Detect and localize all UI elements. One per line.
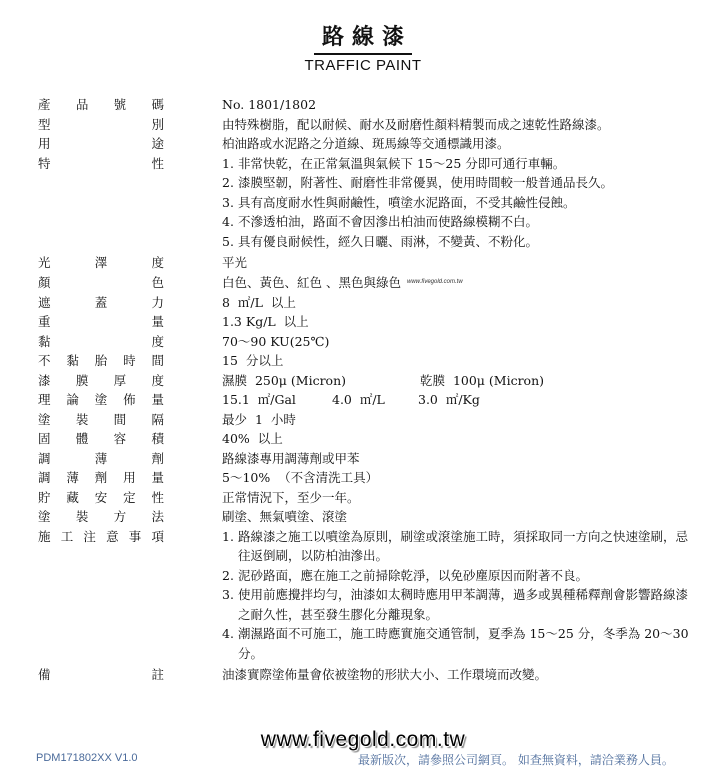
spec-value <box>222 253 698 273</box>
spec-label-char: 漆 <box>38 372 51 388</box>
spec-label-char: 體 <box>75 431 89 447</box>
spec-label-char: 調 <box>38 470 51 486</box>
spec-label-char: 塗 <box>94 392 108 408</box>
spec-label-char: 產 <box>38 97 51 112</box>
spec-label-char: 劑 <box>94 470 108 486</box>
spec-label-char: 薄 <box>66 470 79 486</box>
spec-value <box>222 134 698 154</box>
list-number: 3. <box>222 194 234 210</box>
list-number: 3. <box>222 587 234 603</box>
list-number: 1. <box>222 528 234 544</box>
spec-value-text: 路線漆專用調薄劑或甲苯 <box>222 450 360 466</box>
spec-label-char: 劑 <box>151 450 164 466</box>
list-text: 使用前應攪拌均勻，油漆如太稠時應用甲苯調薄，過多或異種稀釋劑會影響路線漆之耐久性，甚至發生膠化分離現象。 <box>238 587 689 622</box>
spec-label-char: 安 <box>94 489 108 505</box>
spec-value-text: 8 ㎡/L 以上 <box>222 294 296 310</box>
spec-value <box>222 351 698 371</box>
spec-row <box>38 488 698 508</box>
spec-label-char: 調 <box>38 450 51 466</box>
spec-label <box>38 410 164 430</box>
spec-label <box>38 390 164 410</box>
spec-label <box>38 527 164 547</box>
spec-label <box>38 507 164 527</box>
spec-list-item <box>222 232 698 252</box>
spec-value-text: 1.3 Kg/L 以上 <box>222 314 309 330</box>
spec-label-char: 備 <box>38 667 51 683</box>
spec-row <box>38 527 698 664</box>
spec-label <box>38 154 164 174</box>
spec-value <box>222 429 698 449</box>
spec-value-text: 5～10% （不含清洗工具） <box>222 470 379 486</box>
spec-value <box>222 154 698 252</box>
list-number: 2. <box>222 567 234 583</box>
spec-label <box>38 95 164 115</box>
spec-label-char: 注 <box>83 528 96 544</box>
spec-label-char: 貯 <box>38 489 51 505</box>
spec-label-char: 度 <box>151 372 164 388</box>
spec-row <box>38 665 698 685</box>
spec-label-char: 固 <box>38 431 51 447</box>
spec-label-char: 重 <box>38 314 51 330</box>
spec-label <box>38 351 164 371</box>
spec-row <box>38 312 698 332</box>
list-text: 具有高度耐水性與耐鹼性，噴塗水泥路面，不受其鹼性侵蝕。 <box>238 194 576 210</box>
spec-list-item <box>222 173 698 193</box>
spec-label-char: 量 <box>151 470 164 486</box>
spec-label <box>38 293 164 313</box>
spec-list-item <box>222 212 698 232</box>
spec-label-char: 間 <box>151 353 164 369</box>
spec-row <box>38 293 698 313</box>
spec-label-char: 裝 <box>75 411 89 427</box>
spec-label <box>38 449 164 469</box>
spec-label-char: 用 <box>123 470 136 486</box>
spec-value <box>222 507 698 527</box>
spec-value-text: 刷塗、無氣噴塗、滾塗 <box>222 509 348 525</box>
spec-label-char: 隔 <box>151 411 164 427</box>
spec-label-char: 佈 <box>123 392 136 408</box>
spec-row <box>38 351 698 371</box>
spec-label-char: 定 <box>123 489 136 505</box>
spec-value-text: 柏油路或水泥路之分道線、斑馬線等交通標識用漆。 <box>222 136 510 151</box>
spec-label <box>38 488 164 508</box>
list-text: 漆膜堅韌，附著性、耐磨性非常優異，使用時間較一般普通品長久。 <box>238 175 614 190</box>
spec-value-text: No. 1801/1802 <box>222 97 317 112</box>
spec-label-char: 量 <box>151 392 164 408</box>
spec-row <box>38 507 698 527</box>
spec-row <box>38 115 698 135</box>
spec-row <box>38 429 698 449</box>
spec-value <box>222 115 698 135</box>
list-number: 5. <box>222 233 234 249</box>
spec-label-char: 黏 <box>66 353 79 369</box>
spec-value <box>222 293 698 313</box>
spec-inline-item: 15.1 ㎡/Gal <box>222 392 296 408</box>
spec-value-text: 平光 <box>222 255 248 270</box>
spec-label-char: 性 <box>151 489 164 505</box>
spec-row <box>38 449 698 469</box>
spec-label-char: 性 <box>151 155 164 171</box>
spec-value-text: 油漆實際塗佈量會依被塗物的形狀大小、工作環境而改變。 <box>222 667 548 683</box>
spec-label-char: 法 <box>151 509 164 525</box>
spec-label-char: 力 <box>151 294 164 310</box>
spec-label-char: 型 <box>38 116 51 132</box>
spec-value-text: 正常情況下，至少一年。 <box>222 489 360 505</box>
spec-value <box>222 95 698 115</box>
spec-label <box>38 273 164 293</box>
spec-label-char: 方 <box>113 509 127 525</box>
spec-value-text: 由特殊樹脂，配以耐候、耐水及耐磨性顏料精製而成之速乾性路線漆。 <box>222 116 610 132</box>
spec-label-char: 澤 <box>94 255 108 270</box>
document-title-zh <box>0 20 726 55</box>
spec-value-text: 70～90 KU(25℃) <box>222 333 330 349</box>
inline-watermark: www.fivegold.com.tw <box>406 279 463 286</box>
spec-label-char: 膜 <box>75 372 89 388</box>
spec-label-char: 註 <box>151 667 164 683</box>
spec-label <box>38 468 164 488</box>
list-number: 2. <box>222 175 234 190</box>
spec-label-char: 工 <box>60 528 74 544</box>
spec-row <box>38 154 698 252</box>
spec-row <box>38 273 698 293</box>
spec-label-char: 號 <box>113 97 127 112</box>
spec-label-char: 塗 <box>38 509 51 525</box>
spec-label-char: 時 <box>123 353 136 369</box>
spec-label-char: 藏 <box>66 489 79 505</box>
list-text: 具有優良耐候性，經久日曬、雨淋，不變黃、不粉化。 <box>238 233 539 249</box>
spec-value <box>222 665 698 685</box>
document-code: PDM171802XX V1.0 <box>36 752 138 764</box>
spec-label-char: 途 <box>151 136 164 151</box>
spec-label-char: 顏 <box>38 274 51 290</box>
title-zh-text: 路線漆 <box>314 20 412 55</box>
spec-value <box>222 488 698 508</box>
spec-value-text: 最少 1 小時 <box>222 411 296 427</box>
spec-label-char: 厚 <box>113 372 127 388</box>
list-text: 路線漆之施工以噴塗為原則，刷塗或滾塗施工時，須採取同一方向之快速塗刷，忌往返倒刷，以防柏油滲出。 <box>238 528 689 564</box>
spec-table <box>38 95 698 685</box>
spec-list-item <box>222 566 698 586</box>
spec-inline-item: 乾膜 100μ (Micron) <box>420 372 545 388</box>
spec-label <box>38 134 164 154</box>
spec-label-char: 意 <box>106 528 119 544</box>
spec-label-char: 量 <box>151 314 164 330</box>
list-text: 非常快乾，在正常氣溫與氣候下 15～25 分即可通行車輛。 <box>238 155 566 171</box>
spec-label-char: 特 <box>38 155 51 171</box>
list-text: 泥砂路面，應在施工之前掃除乾淨，以免砂塵原因而附著不良。 <box>238 567 589 583</box>
document-title-en: TRAFFIC PAINT <box>304 57 422 74</box>
spec-label <box>38 371 164 391</box>
spec-value <box>222 312 698 332</box>
spec-value <box>222 332 698 352</box>
spec-list-item <box>222 193 698 213</box>
spec-label-char: 光 <box>38 255 51 270</box>
spec-label-char: 項 <box>151 528 164 544</box>
spec-row <box>38 468 698 488</box>
spec-label-char: 遮 <box>38 294 51 310</box>
spec-label-char: 色 <box>151 274 164 290</box>
spec-row <box>38 253 698 273</box>
spec-value-text: 15 分以上 <box>222 353 284 369</box>
list-text: 潮濕路面不可施工，施工時應實施交通管制，夏季為 15～25 分，冬季為 20～30 分。 <box>238 626 689 661</box>
spec-row <box>38 410 698 430</box>
spec-label-char: 度 <box>151 333 164 349</box>
list-number: 4. <box>222 626 234 642</box>
spec-label-char: 施 <box>38 528 51 544</box>
spec-label-char: 裝 <box>75 509 89 525</box>
spec-label <box>38 253 164 273</box>
spec-label-char: 積 <box>151 431 164 447</box>
spec-label <box>38 665 164 685</box>
spec-value <box>222 527 698 664</box>
spec-label-char: 間 <box>113 411 127 427</box>
spec-inline-item: 4.0 ㎡/L <box>332 392 385 408</box>
spec-label-char: 碼 <box>151 97 164 112</box>
spec-label-char: 理 <box>38 392 51 408</box>
spec-label-char: 蓋 <box>94 294 108 310</box>
spec-inline-item: 濕膜 250μ (Micron) <box>222 372 347 388</box>
spec-label-char: 度 <box>151 255 164 270</box>
spec-label-char: 論 <box>66 392 79 408</box>
spec-label-char: 用 <box>38 136 51 151</box>
spec-value <box>222 273 698 293</box>
spec-label-char: 容 <box>113 431 127 447</box>
spec-label-char: 不 <box>38 353 51 369</box>
spec-label <box>38 312 164 332</box>
spec-value <box>222 410 698 430</box>
spec-list-item <box>222 585 698 624</box>
spec-list-item <box>222 154 698 174</box>
website-watermark: www.fivegold.com.tw <box>260 728 466 751</box>
spec-label-char: 薄 <box>94 450 108 466</box>
spec-value <box>222 468 698 488</box>
spec-value-text: 白色、黃色、紅色 、黑色與綠色 <box>222 274 401 290</box>
spec-value <box>222 390 698 410</box>
spec-label-char: 別 <box>151 116 164 132</box>
spec-value <box>222 371 698 391</box>
spec-label <box>38 429 164 449</box>
spec-row <box>38 371 698 391</box>
version-note: 最新版次，請參照公司網頁。 如查無資料，請洽業務人員。 <box>358 753 674 767</box>
spec-label-char: 品 <box>75 97 89 112</box>
spec-label-char: 黏 <box>38 333 51 349</box>
spec-label-char: 胎 <box>94 353 108 369</box>
spec-list-item <box>222 624 698 663</box>
list-number: 4. <box>222 214 234 229</box>
spec-label <box>38 115 164 135</box>
spec-label-char: 事 <box>128 528 142 544</box>
spec-value <box>222 449 698 469</box>
spec-label-char: 塗 <box>38 411 51 427</box>
spec-inline-item: 3.0 ㎡/Kg <box>418 392 480 408</box>
spec-row <box>38 95 698 115</box>
spec-row <box>38 134 698 154</box>
spec-row <box>38 390 698 410</box>
spec-label <box>38 332 164 352</box>
list-number: 1. <box>222 155 234 171</box>
list-text: 不滲透柏油，路面不會因滲出柏油而使路線模糊不白。 <box>238 214 539 229</box>
spec-row <box>38 332 698 352</box>
spec-value-text: 40% 以上 <box>222 431 283 447</box>
spec-list-item <box>222 527 698 566</box>
